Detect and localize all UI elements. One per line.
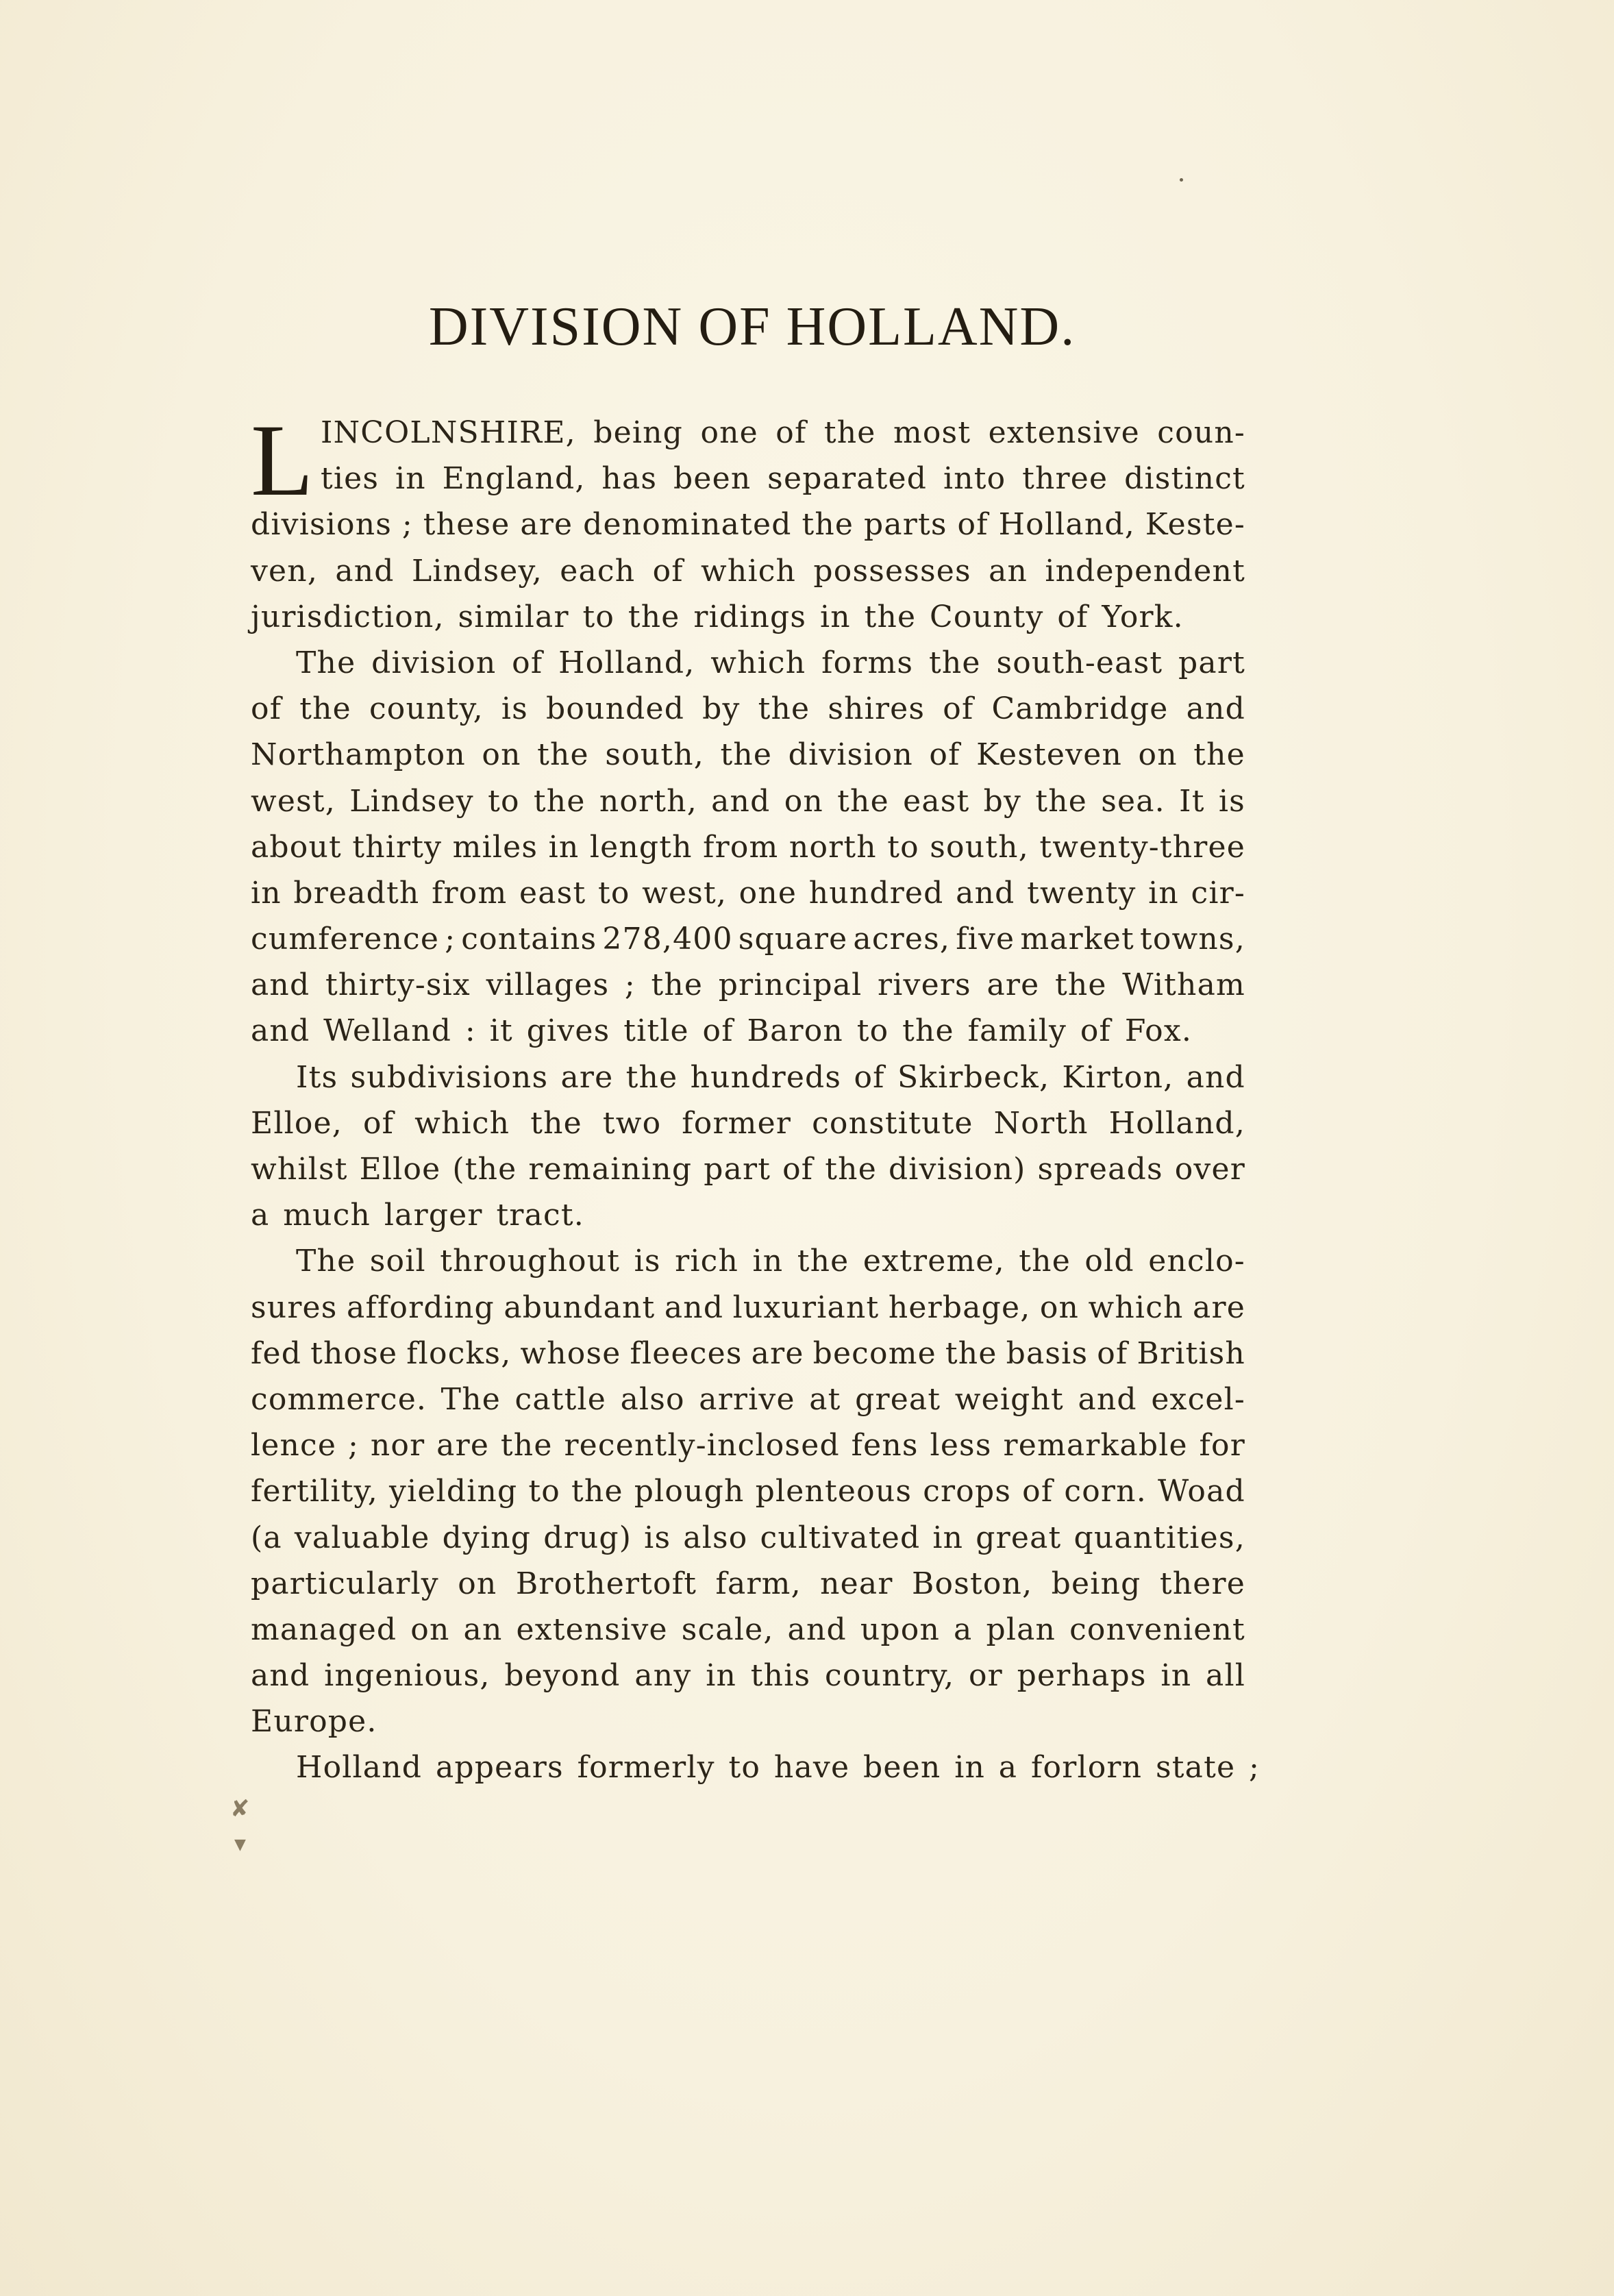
text-line: Its subdivisions are the hundreds of Skirbeck, Kirton, and [296,1059,1245,1095]
text-line: and ingenious, beyond any in this country, or perhaps in all [251,1658,1245,1694]
text-line: jurisdiction, similar to the ridings in the County of York. [251,599,1184,634]
drop-cap: L [251,404,314,517]
page-title: DIVISION OF HOLLAND. [428,297,1076,357]
text-line: and Welland : it gives title of Baron to the family of Fox. [251,1013,1193,1049]
text-line: Elloe, of which the two former constitute North Holland, [251,1105,1245,1141]
text-line: west, Lindsey to the north, and on the east by the sea. It is [251,783,1245,819]
text-line: about thirty miles in length from north to south, twenty-three [251,829,1245,865]
margin-mark: ✘ [230,1795,250,1823]
text-line: ven, and Lindsey, each of which possesses an independent [251,553,1245,589]
text-line: particularly on Brothertoft farm, near Boston, being there [251,1566,1245,1601]
text-line: cumference ; contains 278,400 square acres, five market towns, [251,922,1245,957]
text-line: commerce. The cattle also arrive at great weight and excel- [251,1381,1245,1417]
text-line: INCOLNSHIRE, being one of the most extensive coun- [321,415,1245,450]
text-line: (a valuable dying drug) is also cultivated in great quantities, [251,1520,1245,1555]
text-line: Northampton on the south, the division of Kesteven on the [251,737,1245,773]
text-line: and thirty-six villages ; the principal rivers are the Witham [251,967,1245,1003]
text-line: lence ; nor are the recently-inclosed fens less remarkable for [251,1428,1245,1464]
text-line: of the county, is bounded by the shires of Cambridge and [251,691,1245,727]
text-line: sures affording abundant and luxuriant herbage, on which are [251,1289,1245,1325]
text-line: The soil throughout is rich in the extreme, the old enclo- [296,1244,1245,1279]
ink-speck [1180,178,1183,182]
text-line: whilst Elloe (the remaining part of the division) spreads over [251,1152,1245,1187]
body-text [251,404,1261,1791]
text-line: Europe. [251,1704,377,1740]
text-line: fertility, yielding to the plough plenteous crops of corn. Woad [251,1474,1245,1509]
text-line: Holland appears formerly to have been in a forlorn state ; [296,1750,1261,1786]
text-line: ties in England, has been separated into three distinct [321,461,1245,497]
text-line: fed those flocks, whose fleeces are become the basis of British [251,1335,1245,1371]
text-line: The division of Holland, which forms the south-east part [296,645,1245,680]
margin-mark-small: ▼ [234,1836,246,1853]
text-line: divisions ; these are denominated the parts of Holland, Keste- [251,507,1245,543]
text-line: in breadth from east to west, one hundred and twenty in cir- [251,875,1245,911]
text-line: a much larger tract. [251,1198,584,1233]
text-line: managed on an extensive scale, and upon a plan convenient [251,1612,1245,1647]
